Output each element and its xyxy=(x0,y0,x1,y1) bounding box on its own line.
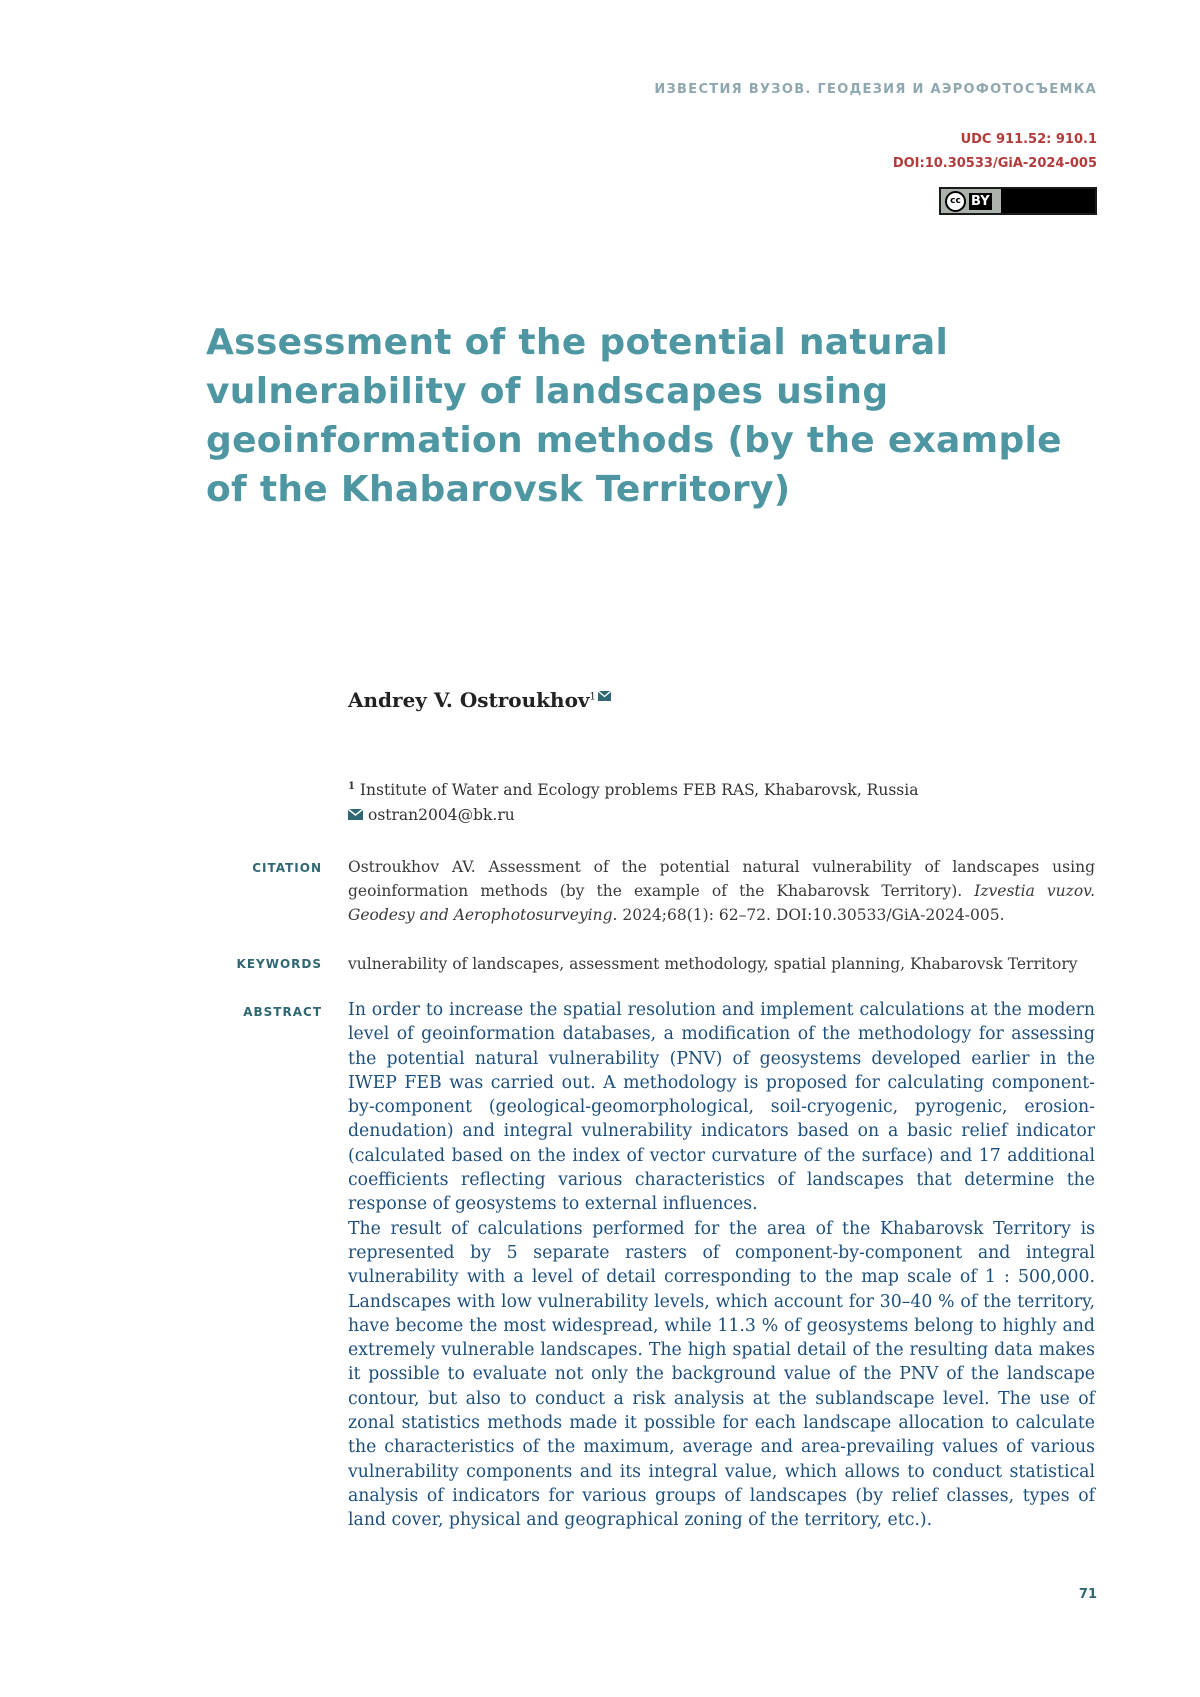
abstract-paragraph-1: In order to increase the spatial resolution and implement calculations at the modern level of geoinformation databases, a modification of the methodology for assessing the potential natural vulnerability (PNV) of geosystems developed earlier in the IWEP FEB was carried out. A methodology is proposed for calculating component-by-component (geological-geomorphological, soil-cryogenic, pyrogenic, erosion-denudation) and integral vulnerability indicators based on a basic relief indicator (calculated based on the index of vector curvature of the surface) and 17 additional coefficients reflecting various characteristics of landscapes that determine the response of geosystems to external influences. xyxy=(348,1000,1095,1215)
page-number: 71 xyxy=(1078,1587,1097,1602)
email-icon xyxy=(348,806,363,824)
abstract-paragraph-2: The result of calculations performed for the area of the Khabarovsk Territory is represented by 5 separate rasters of component-by-component and integral vulnerability with a level of detail corresponding to the map scale of 1 : 500,000. Landscapes with low vulnerability levels, which account for 30–40 % of the territory, have become the most widespread, while 11.3 % of geosystems belong to highly and extremely vulnerable landscapes. The high spatial detail of the resulting data makes it possible to evaluate not only the background value of the PNV of the landscape contour, but also to conduct a risk analysis at the sublandscape level. The use of zonal statistics methods made it possible for each landscape allocation to calculate the characteristics of the maximum, average and area-prevailing values of various vulnerability components and its integral value, which allows to conduct statistical analysis of indicators for various groups of landscapes (by relief classes, types of land cover, physical and geographical zoning of the territory, etc.). xyxy=(348,1218,1095,1531)
by-label: BY xyxy=(971,193,990,209)
affiliation-number: 1 xyxy=(348,781,355,792)
cc-by-license-badge[interactable] xyxy=(939,187,1097,215)
citation-tail: 2024;68(1): 62–72. DOI:10.30533/GiA-2024-005. xyxy=(617,906,1005,924)
doi-link[interactable]: DOI:10.30533/GiA-2024-005 xyxy=(892,156,1097,171)
journal-header: ИЗВЕСТИЯ ВУЗОВ. ГЕОДЕЗИЯ И АЭРОФОТОСЪЕМКА xyxy=(654,82,1097,97)
keywords-text: vulnerability of landscapes, assessment methodology, spatial planning, Khabarovsk Territory xyxy=(348,955,1078,973)
mail-icon[interactable] xyxy=(598,682,611,706)
citation-text xyxy=(348,855,1095,927)
citation-journal: Izvestia vuzov. Geodesy and Aerophotosurveying. xyxy=(348,882,1095,924)
cc-icon: cc xyxy=(945,191,966,212)
author-email xyxy=(348,806,515,824)
affiliation xyxy=(348,781,918,799)
affiliation-text: Institute of Water and Ecology problems FEB RAS, Khabarovsk, Russia xyxy=(359,781,919,800)
citation-label: CITATION xyxy=(252,861,322,875)
udc-code: UDC 911.52: 910.1 xyxy=(960,132,1097,147)
keywords-label: KEYWORDS xyxy=(236,957,322,971)
abstract-body xyxy=(348,998,1095,1533)
email-address[interactable]: ostran2004@bk.ru xyxy=(368,806,515,824)
citation-main: Ostroukhov AV. Assessment of the potential natural vulnerability of landscapes using geoinformation methods (by the example of the Khabarovsk Territory). xyxy=(348,858,1095,900)
abstract-label: ABSTRACT xyxy=(243,1005,322,1019)
author-name-text: Andrey V. Ostroukhov xyxy=(348,688,590,712)
author-affiliation-sup: 1 xyxy=(589,691,596,703)
author-name xyxy=(348,682,611,712)
article-title: Assessment of the potential natural vulnerability of landscapes using geoinformation methods (by the example of the Khabarovsk Territory) xyxy=(206,322,1062,510)
